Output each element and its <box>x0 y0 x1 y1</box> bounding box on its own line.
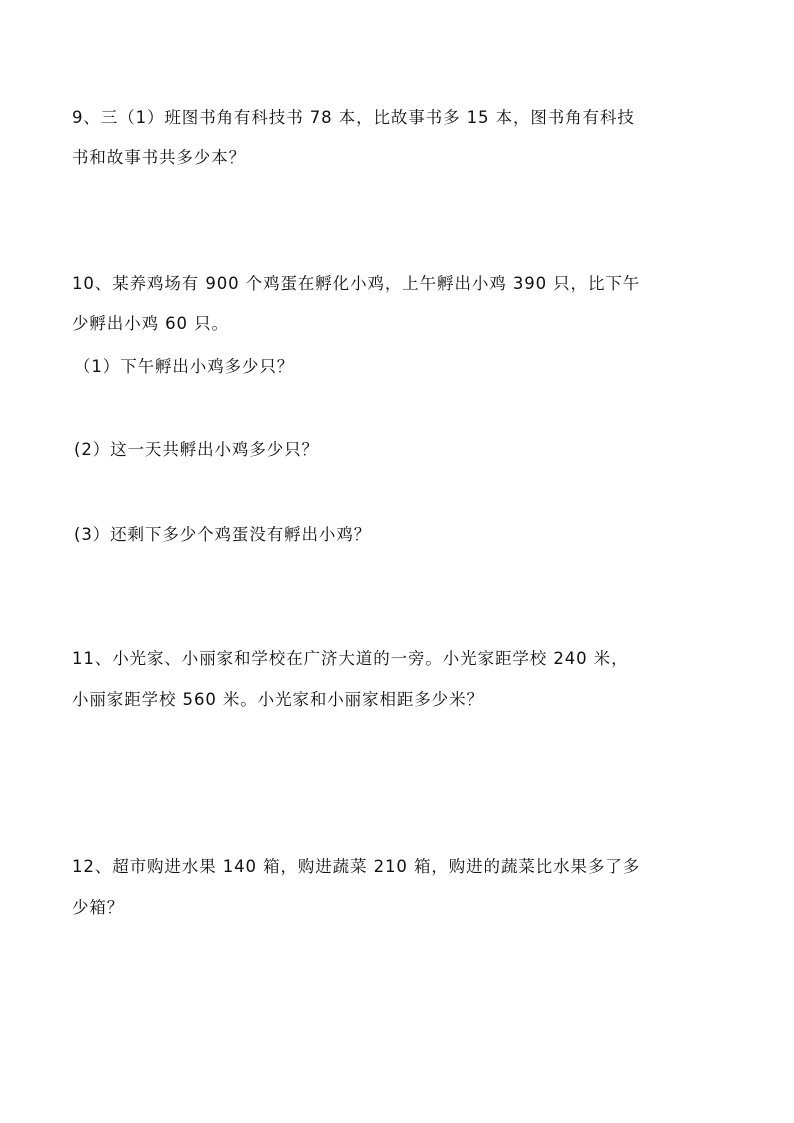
problem-12-line-1: 12、超市购进水果 140 箱，购进蔬菜 210 箱，购进的蔬菜比水果多了多 <box>72 857 641 876</box>
problem-11-line-2: 小丽家距学校 560 米。小光家和小丽家相距多少米？ <box>72 690 484 709</box>
problem-10-subquestion-3: (3）还剩下多少个鸡蛋没有孵出小鸡？ <box>74 525 372 544</box>
problem-10-line-1: 10、某养鸡场有 900 个鸡蛋在孵化小鸡，上午孵出小鸡 390 只，比下午 <box>72 274 641 293</box>
problem-12-line-2: 少箱？ <box>72 898 125 917</box>
problem-10-subquestion-1: （1）下午孵出小鸡多少只？ <box>74 357 295 376</box>
problem-10-line-2: 少孵出小鸡 60 只。 <box>72 314 229 333</box>
problem-11-line-1: 11、小光家、小丽家和学校在广济大道的一旁。小光家距学校 240 米， <box>72 649 629 668</box>
problem-10-subquestion-2: (2）这一天共孵出小鸡多少只？ <box>74 440 319 459</box>
problem-9-line-1: 9、三（1）班图书角有科技书 78 本，比故事书多 15 本，图书角有科技 <box>72 108 635 127</box>
problem-9-line-2: 书和故事书共多少本？ <box>72 148 246 167</box>
